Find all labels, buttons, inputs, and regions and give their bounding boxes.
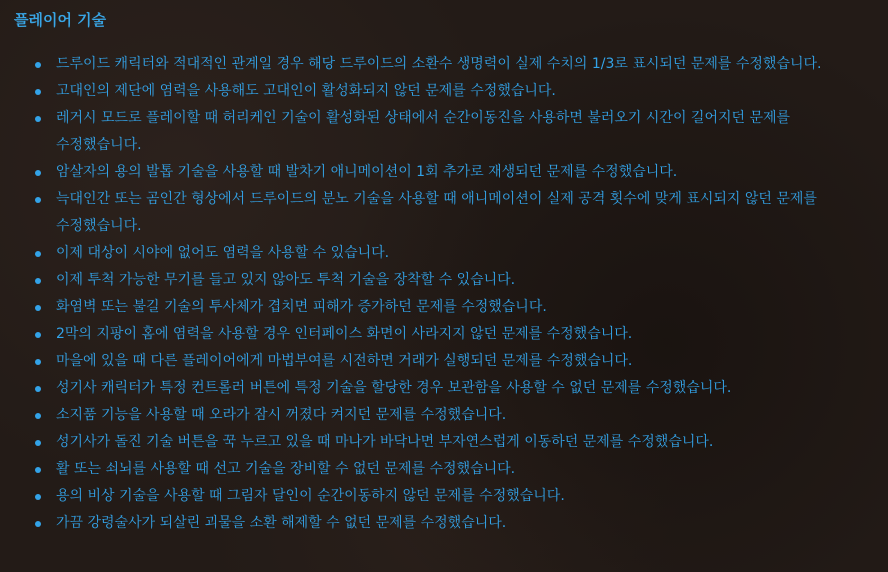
section-heading: 플레이어 기술 [14,11,107,29]
list-item [0,402,888,429]
list-item [0,321,888,348]
list-item [0,51,888,78]
list-item [0,456,888,483]
list-item-text: 마을에 있을 때 다른 플레이어에게 마법부여를 시전하면 거래가 실행되던 문제를 수정했습니다. [56,353,633,369]
list-item [0,375,888,402]
list-item [0,294,888,321]
list-item [0,483,888,510]
list-item-text: 늑대인간 또는 곰인간 형상에서 드루이드의 분노 기술을 사용할 때 애니메이션이 실제 공격 횟수에 맞게 표시되지 않던 문제를 수정했습니다. [56,191,817,234]
list-item-text: 레거시 모드로 플레이할 때 허리케인 기술이 활성화된 상태에서 순간이동진을 사용하면 불러오기 시간이 길어지던 문제를 수정했습니다. [56,110,791,153]
list-item [0,159,888,186]
bullet-icon [35,413,41,419]
bullet-icon [35,440,41,446]
list-item-text: 2막의 지팡이 홈에 염력을 사용할 경우 인터페이스 화면이 사라지지 않던 문제를 수정했습니다. [56,326,633,342]
bullet-icon [35,62,41,68]
list-item [0,78,888,105]
list-item [0,348,888,375]
bullet-icon [35,170,41,176]
list-item-text: 드루이드 캐릭터와 적대적인 관계일 경우 해당 드루이드의 소환수 생명력이 실제 수치의 1/3로 표시되던 문제를 수정했습니다. [56,56,822,72]
list-item-text: 소지품 기능을 사용할 때 오라가 잠시 꺼졌다 켜지던 문제를 수정했습니다. [56,407,507,423]
bullet-icon [35,197,41,203]
list-item [0,186,888,240]
bullet-icon [35,332,41,338]
list-item-text: 활 또는 쇠뇌를 사용할 때 선고 기술을 장비할 수 없던 문제를 수정했습니다. [56,461,516,477]
bullet-icon [35,251,41,257]
list-item-text: 이제 대상이 시야에 없어도 염력을 사용할 수 있습니다. [56,245,390,261]
list-item [0,429,888,456]
list-item [0,240,888,267]
bullet-icon [35,116,41,122]
list-item-text: 고대인의 제단에 염력을 사용해도 고대인이 활성화되지 않던 문제를 수정했습니다. [56,83,556,99]
bullet-icon [35,386,41,392]
list-item-text: 화염벽 또는 불길 기술의 투사체가 겹치면 피해가 증가하던 문제를 수정했습니다. [56,299,547,315]
bullet-icon [35,305,41,311]
list-item [0,267,888,294]
list-item-text: 용의 비상 기술을 사용할 때 그림자 달인이 순간이동하지 않던 문제를 수정했습니다. [56,488,565,504]
bullet-icon [35,89,41,95]
list-item [0,105,888,159]
list-item-text: 이제 투척 가능한 무기를 들고 있지 않아도 투척 기술을 장착할 수 있습니다. [56,272,516,288]
list-item-text: 가끔 강령술사가 되살린 괴물을 소환 해제할 수 없던 문제를 수정했습니다. [56,515,507,531]
list-item-text: 성기사가 돌진 기술 버튼을 꾹 누르고 있을 때 마나가 바닥나면 부자연스럽게 이동하던 문제를 수정했습니다. [56,434,714,450]
list-item-text: 암살자의 용의 발톱 기술을 사용할 때 발차기 애니메이션이 1회 추가로 재생되던 문제를 수정했습니다. [56,164,678,180]
bullet-icon [35,494,41,500]
bullet-icon [35,521,41,527]
list-item [0,510,888,537]
bullet-icon [35,278,41,284]
bullet-icon [35,467,41,473]
patch-notes-list [0,51,888,537]
bullet-icon [35,359,41,365]
list-item-text: 성기사 캐릭터가 특정 컨트롤러 버튼에 특정 기술을 할당한 경우 보관함을 사용할 수 없던 문제를 수정했습니다. [56,380,732,396]
